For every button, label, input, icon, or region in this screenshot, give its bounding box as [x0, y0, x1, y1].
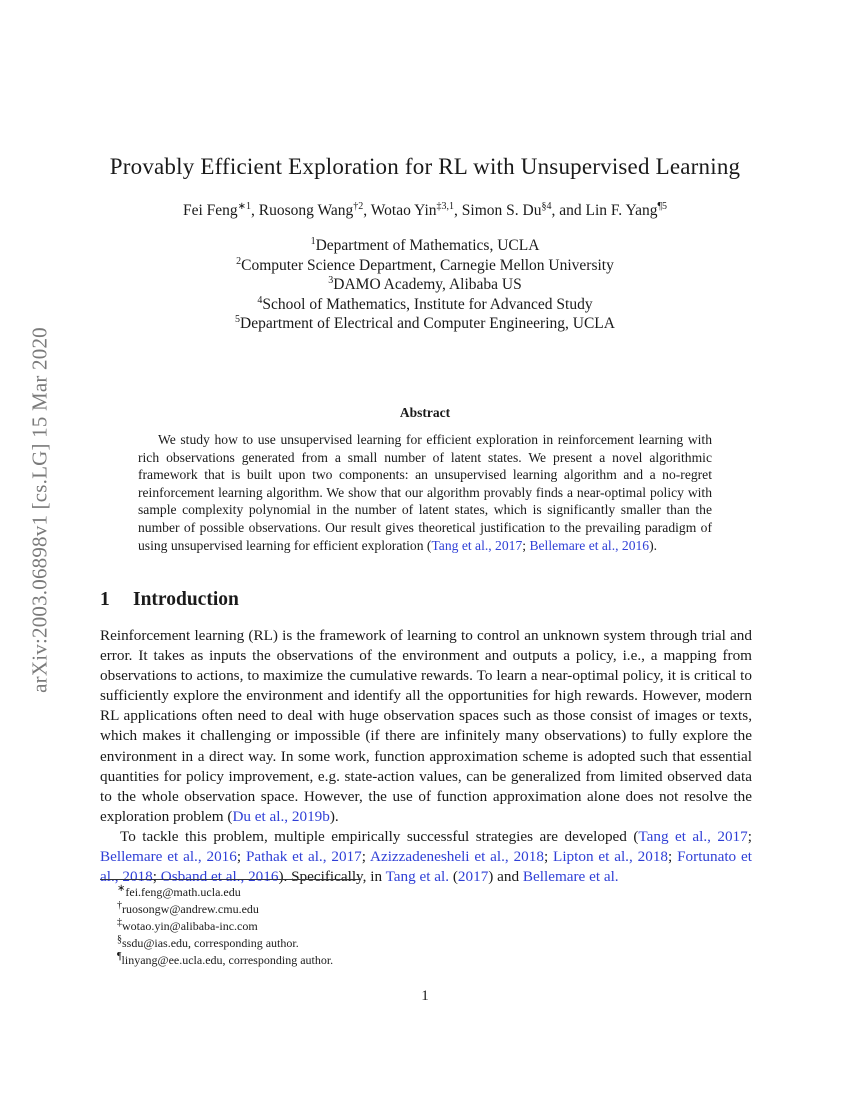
- citation-link[interactable]: Lipton et al., 2018: [553, 848, 669, 866]
- affiliation-text: Department of Electrical and Computer Engineering, UCLA: [240, 315, 615, 332]
- citation-separator: ;: [668, 848, 678, 866]
- affiliation: [60, 295, 790, 315]
- affiliation-number: 2: [236, 255, 242, 267]
- citation-separator: ;: [361, 848, 370, 866]
- affiliation-text: Department of Mathematics, UCLA: [315, 237, 540, 254]
- author-separator: ,: [363, 202, 371, 219]
- citation-link[interactable]: Bellemare et al., 2016: [529, 537, 650, 553]
- footnote-rule: [100, 879, 360, 880]
- section-title: Introduction: [133, 589, 239, 610]
- citation-link[interactable]: Osband et al., 2016: [160, 868, 279, 886]
- citation-separator: ;: [747, 827, 752, 845]
- paragraph-text: Reinforcement learning (RL) is the framework of learning to control an unknown system through trial and error. It takes as inputs the observations of the environment and outputs a policy, i.e., a mapping from observations to actions, to maximize the cumulative rewards. To learn a near-optimal policy, it is critical to sufficiently explore the environment and identify all the opportunities for high rewards. However, modern RL applications often need to deal with huge observation spaces such as those consist of images or texts, which makes it challenging or impossible (if there are infinitely many observations) to fully explore the environment in a direct way. In some work, function approximation scheme is adopted such that essential quantities for policy improvement, e.g. state-action values, can be generalized from limited observed data to the whole observation space. However, the use of function approximation alone does not resolve the exploration problem (: [100, 627, 752, 825]
- footnote-text: fei.feng@math.ucla.edu: [125, 885, 241, 899]
- paragraph-text: and: [493, 868, 523, 886]
- citation-link[interactable]: Tang et al., 2017: [431, 537, 523, 553]
- affiliation: [60, 275, 790, 295]
- section-heading: [100, 589, 239, 611]
- citation-separator: ;: [543, 848, 554, 866]
- footnote-list: [117, 884, 333, 969]
- citation-link[interactable]: Pathak et al., 2017: [245, 848, 362, 866]
- paragraph-end: ).: [329, 807, 339, 825]
- citation-separator: ;: [236, 848, 246, 866]
- abstract-heading: Abstract: [399, 405, 451, 420]
- author-separator: ,: [454, 202, 462, 219]
- citation-link[interactable]: Tang et al.: [385, 868, 450, 886]
- citation-link[interactable]: Bellemare et al.: [522, 868, 619, 886]
- paragraph: [100, 626, 752, 827]
- affiliation-number: 1: [310, 235, 316, 247]
- arxiv-sidebar-stamp: [20, 290, 60, 730]
- paragraph-text: To tackle this problem, multiple empirically successful strategies are developed (: [120, 827, 639, 845]
- author-mark: §4: [541, 200, 552, 212]
- citation-separator: ;: [522, 537, 530, 553]
- author-mark: †2: [353, 200, 364, 212]
- author-list: [60, 202, 790, 220]
- section-number: 1: [100, 589, 110, 610]
- author-separator: , and: [551, 202, 586, 219]
- citation-year-link[interactable]: 2017: [457, 868, 489, 886]
- footnote-mark: §: [117, 934, 122, 945]
- paragraph-text: ). Specifically, in: [278, 868, 386, 886]
- author-name: Lin F. Yang: [585, 202, 658, 219]
- paragraph: To tackle this problem, multiple empirically successful strategies are developed (Tang et al., 2017; Bellemare et al., 2016; Pathak et al., 2017; Azizzadenesheli et al., 2018; Lipton et al., 2018; Fortunato et al., 2018; Osband et al., 2016). Specifically, in Tang et al. (2017) and Bellemare et al.: [100, 827, 752, 886]
- affiliation-text: Computer Science Department, Carnegie Mellon University: [241, 256, 614, 274]
- footnote-text: wotao.yin@alibaba-inc.com: [122, 919, 258, 933]
- affiliation-text: DAMO Academy, Alibaba US: [333, 276, 522, 293]
- citation-link[interactable]: Bellemare et al., 2016: [100, 848, 237, 866]
- body-text: [100, 626, 752, 887]
- affiliation-number: 4: [257, 294, 263, 306]
- affiliation-number: 3: [328, 274, 334, 286]
- footnote-mark: ‡: [117, 917, 122, 928]
- citation-link[interactable]: Tang et al., 2017: [638, 827, 748, 845]
- citation-link[interactable]: Fortunato et al., 2018: [100, 848, 752, 886]
- footnote-text: ruosongw@andrew.cmu.edu: [122, 902, 259, 916]
- footnote-mark: ∗: [117, 883, 126, 894]
- footnote: [117, 884, 333, 901]
- citation-link[interactable]: Azizzadenesheli et al., 2018: [370, 848, 544, 866]
- citation-separator: ;: [152, 868, 161, 886]
- footnote-text: linyang@ee.ucla.edu, corresponding author.: [121, 953, 334, 967]
- author-mark: ∗1: [237, 200, 252, 212]
- footnote: [117, 952, 333, 969]
- citation-link[interactable]: Du et al., 2019b: [232, 807, 330, 825]
- footnote: [117, 935, 333, 952]
- author-name: Simon S. Du: [461, 202, 542, 219]
- author-mark: ¶5: [657, 200, 668, 212]
- author-name: Fei Feng: [182, 202, 238, 219]
- footnote-mark: ¶: [117, 951, 122, 962]
- footnote-mark: †: [117, 900, 122, 911]
- arxiv-identifier: arXiv:2003.06898v1 [cs.LG] 15 Mar 2020: [27, 327, 52, 693]
- author-name: Wotao Yin: [370, 202, 437, 219]
- author-separator: ,: [251, 202, 259, 219]
- affiliation: [60, 256, 790, 276]
- paper-title: Provably Efficient Exploration for RL with Unsupervised Learning: [109, 154, 741, 179]
- abstract-text: We study how to use unsupervised learning for efficient exploration in reinforcement learning with rich observations generated from a small number of latent states. We present a novel algorithmic framework that is built upon two components: an unsupervised learning algorithm and a no-regret reinforcement learning algorithm. We show that our algorithm provably finds a near-optimal policy with sample complexity polynomial in the number of latent states, which is significantly smaller than the number of possible observations. Our result gives theoretical justification to the prevailing paradigm of using unsupervised learning for efficient exploration (: [138, 432, 712, 553]
- affiliation: [60, 314, 790, 334]
- footnote-text: ssdu@ias.edu, corresponding author.: [122, 936, 299, 950]
- affiliation: [60, 236, 790, 256]
- author-name: Ruosong Wang: [258, 202, 354, 219]
- affiliation-list: [60, 236, 790, 334]
- page-number: 1: [421, 988, 429, 1004]
- author-mark: ‡3,1: [436, 200, 455, 212]
- footnote: [117, 901, 333, 918]
- abstract-end: ).: [649, 537, 658, 553]
- affiliation-text: School of Mathematics, Institute for Advanced Study: [262, 295, 593, 313]
- abstract-body: [138, 431, 712, 554]
- affiliation-number: 5: [235, 313, 241, 325]
- footnote: [117, 918, 333, 935]
